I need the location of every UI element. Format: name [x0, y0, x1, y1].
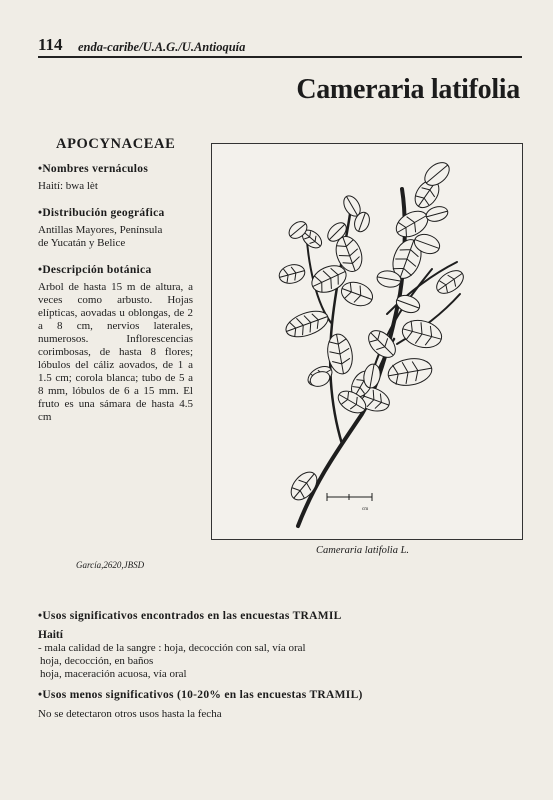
leaf — [399, 316, 444, 351]
significant-uses-heading: •Usos significativos encontrados en las encuestas TRAMIL — [38, 610, 342, 622]
species-title: Cameraria latifolia — [296, 74, 520, 105]
less-significant-uses-text: No se detectaron otros usos hasta la fecha — [38, 708, 222, 720]
uses-list — [38, 642, 522, 681]
botanical-illustration — [211, 143, 523, 540]
left-column — [38, 138, 193, 438]
leaf — [425, 204, 450, 223]
country-heading: Haití — [38, 629, 63, 641]
scale-label: cm — [362, 507, 369, 512]
distribution-line: Antillas Mayores, Península — [38, 224, 163, 236]
running-header — [38, 34, 522, 58]
page-number: 114 — [38, 35, 63, 54]
distribution-heading: •Distribución geográfica — [38, 207, 165, 219]
use-line: hoja, decocción, en baños — [40, 655, 154, 667]
plant-drawing — [212, 144, 522, 539]
leaf — [277, 262, 307, 286]
use-line: hoja, maceración acuosa, vía oral — [40, 668, 187, 680]
leaf — [364, 326, 401, 363]
figure-caption: Cameraria latifolia L. — [316, 545, 410, 556]
specimen-credit: García,2620,JBSD — [76, 560, 145, 570]
uses-section — [38, 610, 522, 721]
use-line: - mala calidad de la sangre : hoja, decocción con sal, vía oral — [38, 642, 306, 654]
leaf — [386, 355, 434, 388]
less-significant-uses-heading: •Usos menos significativos (10-20% en las encuestas TRAMIL) — [38, 689, 363, 701]
distribution-text — [38, 224, 193, 250]
leaf — [338, 278, 376, 310]
family-name: APOCYNACEAE — [56, 136, 176, 152]
distribution-line: de Yucatán y Belice — [38, 237, 126, 249]
description-heading: •Descripción botánica — [38, 264, 152, 276]
leaf — [433, 266, 468, 298]
common-names-heading: •Nombres vernáculos — [38, 163, 149, 175]
description-text: Arbol de hasta 15 m de altura, a veces como arbusto. Hojas elípticas, aovadas u oblongas, de 2 a 8 cm, nervios laterales, numerosos. Inflorescencias corimbosas, de hasta 8 flores; lóbulos del cáliz aovados, de 1 a 1.5 cm; corola blanca; tubo de 5 a 8 mm, lóbulos de 6 a 15 mm. El fruto es una sámara de hasta 4.5 cm — [38, 281, 193, 423]
running-title: enda-caribe/U.A.G./U.Antioquía — [78, 40, 246, 54]
common-names-text: Haití: bwa lèt — [38, 180, 98, 192]
scale-bar — [327, 493, 372, 501]
